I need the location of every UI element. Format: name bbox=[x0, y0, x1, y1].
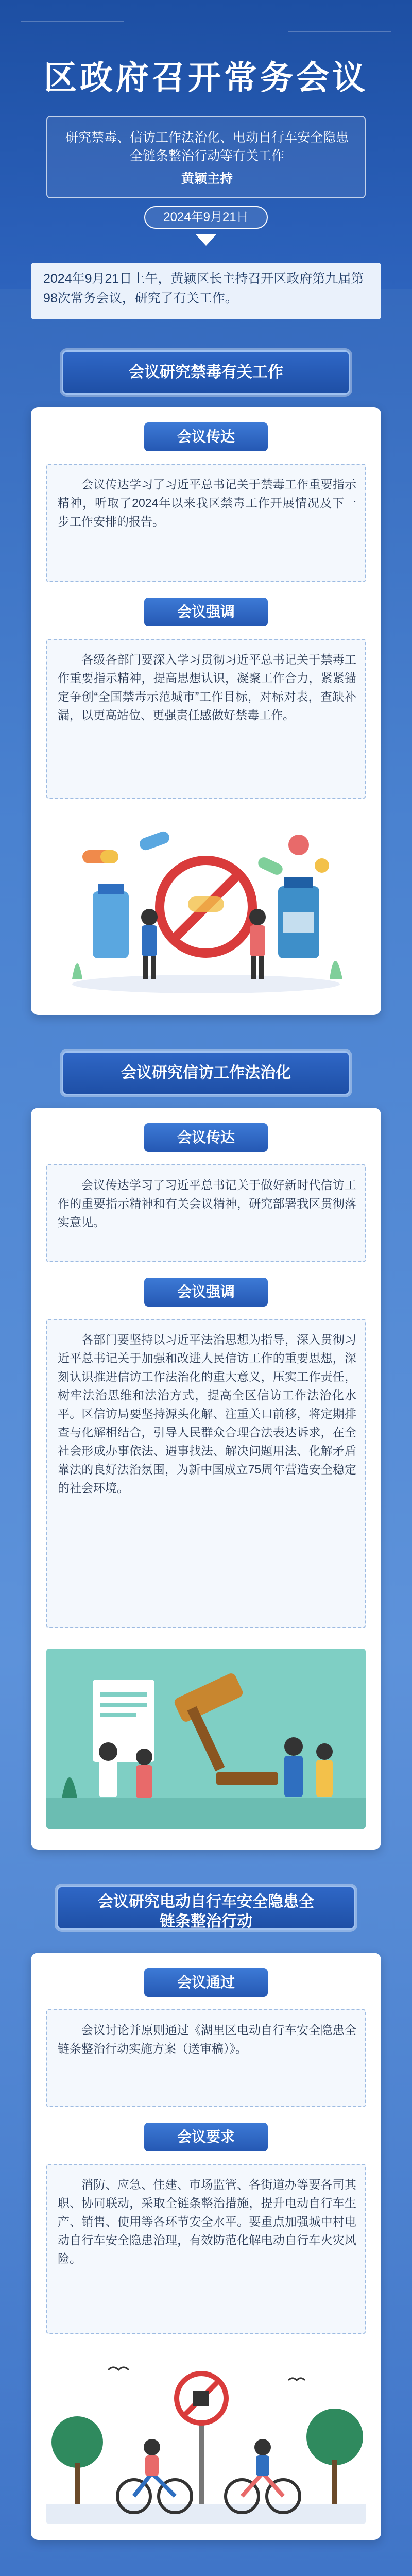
section-header-ebike bbox=[57, 1886, 355, 1930]
paragraph-box bbox=[46, 2164, 366, 2334]
label-pill: 会议传达 bbox=[144, 1123, 268, 1152]
header-banner bbox=[0, 0, 412, 289]
decorative-line bbox=[288, 31, 391, 32]
decorative-line bbox=[21, 21, 124, 22]
subtitle-text: 研究禁毒、信访工作法治化、电动自行车安全隐患全链条整治行动等有关工作 bbox=[65, 130, 349, 163]
paragraph-box bbox=[46, 464, 366, 582]
intro-text: 2024年9月21日上午，黄颖区长主持召开区政府第九届第98次常务会议，研究了有关工作。 bbox=[43, 272, 364, 306]
paragraph-box bbox=[46, 1319, 366, 1628]
label-pill: 会议传达 bbox=[144, 422, 268, 451]
petition-illustration bbox=[46, 1649, 366, 1829]
section-card-ebike bbox=[31, 1953, 381, 2540]
label-pill: 会议要求 bbox=[144, 2123, 268, 2151]
paragraph-box bbox=[46, 2009, 366, 2107]
paragraph-text: 会议讨论并原则通过《湖里区电动自行车安全隐患全链条整治行动实施方案（送审稿）》。 bbox=[58, 2023, 356, 2055]
section-title-line2: 链条整治行动 bbox=[160, 1913, 252, 1930]
intro-box bbox=[31, 263, 381, 319]
date-badge: 2024年9月21日 bbox=[144, 206, 268, 229]
section-header-drugs bbox=[62, 350, 350, 395]
page-title: 区政府召开常务会议 bbox=[44, 60, 368, 96]
paragraph-text: 各级各部门要深入学习贯彻习近平总书记关于禁毒工作重要指示精神，提高思想认识，凝聚工作合力，紧紧锚定争创“全国禁毒示范城市”工作目标，对标对表，查缺补漏，以更高站位、更强责任感做好禁毒工作。 bbox=[58, 653, 356, 722]
paragraph-text: 会议传达学习了习近平总书记关于禁毒工作重要指示精神，听取了2024年以来我区禁毒工作开展情况及下一步工作安排的报告。 bbox=[58, 478, 356, 528]
label-pill: 会议强调 bbox=[144, 598, 268, 626]
section-header-petition bbox=[62, 1051, 350, 1095]
host-text: 黄颖主持 bbox=[181, 172, 233, 186]
paragraph-box bbox=[46, 1164, 366, 1262]
section-title: 会议研究禁毒有关工作 bbox=[129, 364, 283, 381]
section-title: 会议研究信访工作法治化 bbox=[121, 1064, 291, 1081]
paragraph-box bbox=[46, 639, 366, 799]
section-card-drugs bbox=[31, 407, 381, 1015]
paragraph-text: 消防、应急、住建、市场监管、各街道办等要各司其职、协同联动，采取全链条整治措施，提升电动自行车生产、销售、使用等各环节安全水平。要重点加强城中村电动自行车安全隐患治理，有效防范化解电动自行车火灾风险。 bbox=[58, 2178, 356, 2265]
paragraph-text: 各部门要坚持以习近平法治思想为指导，深入贯彻习近平总书记关于加强和改进人民信访工作的重要思想，深刻认识推进信访工作法治化的重大意义，压实工作责任，树牢法治思维和法治方式，提高全区信访工作法治化水平。区信访局要坚持源头化解、注重关口前移，将定期排查与化解相结合，引导人民群众合理合法表达诉求，在全社会形成办事依法、遇事找法、解决问题用法、化解矛盾靠法的良好法治氛围，为新中国成立75周年营造安全稳定的社会环境。 bbox=[58, 1333, 356, 1495]
label-pill: 会议强调 bbox=[144, 1278, 268, 1307]
label-pill: 会议通过 bbox=[144, 1968, 268, 1997]
section-card-petition bbox=[31, 1108, 381, 1850]
subtitle-box bbox=[46, 116, 366, 198]
paragraph-text: 会议传达学习了习近平总书记关于做好新时代信访工作的重要指示精神和有关会议精神，研究部署我区贯彻落实意见。 bbox=[58, 1178, 356, 1229]
arrow-down-icon bbox=[196, 234, 216, 246]
ebike-safety-illustration bbox=[46, 2349, 366, 2524]
section-title-line1: 会议研究电动自行车安全隐患全 bbox=[98, 1893, 314, 1910]
anti-drug-illustration bbox=[62, 814, 350, 999]
